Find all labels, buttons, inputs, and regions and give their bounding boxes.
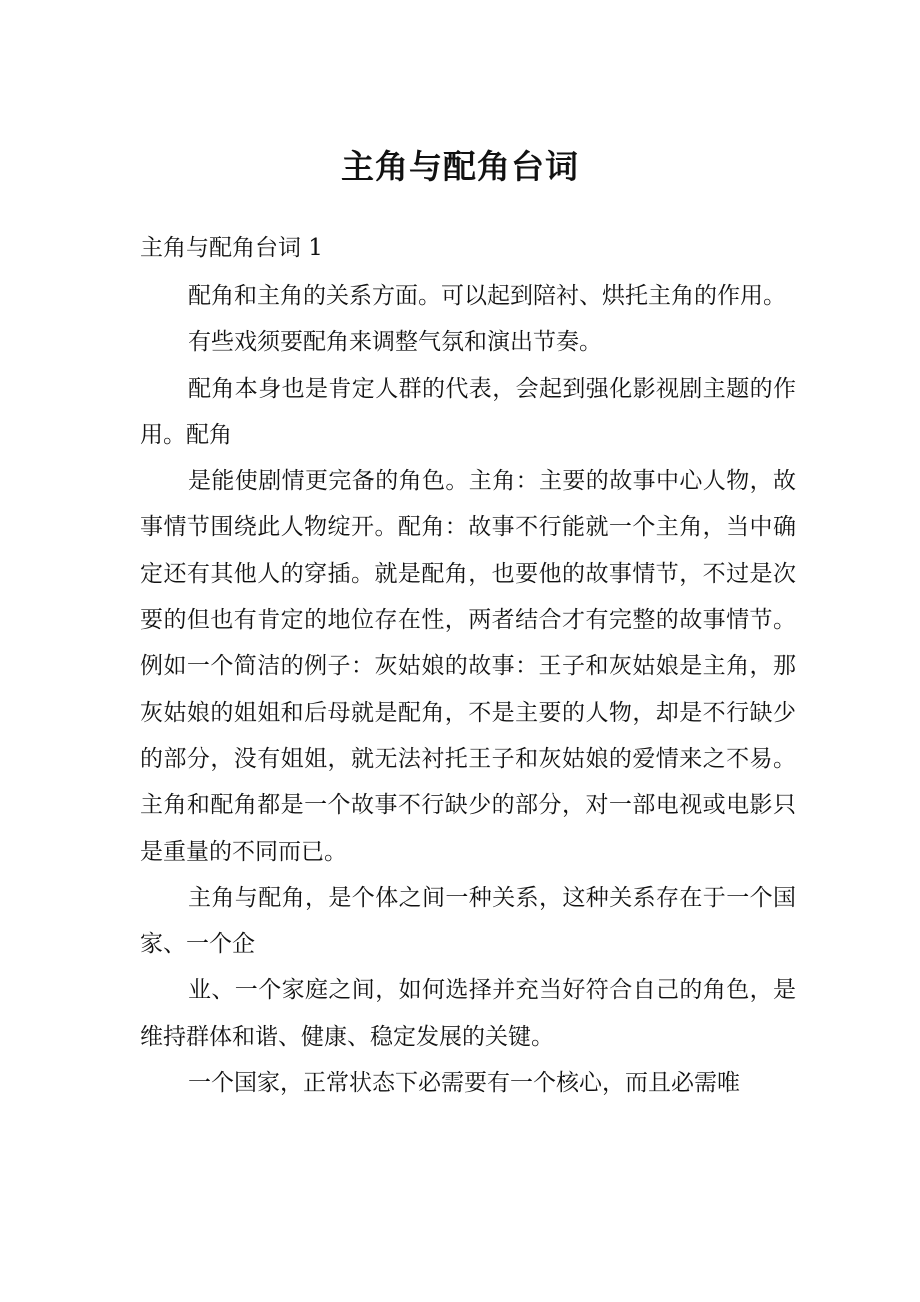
paragraph: 配角和主角的关系方面。可以起到陪衬、烘托主角的作用。: [188, 283, 786, 309]
document-body: [140, 273, 796, 1106]
section-heading: 主角与配角台词 1: [140, 235, 323, 261]
paragraph: 是能使剧情更完备的角色。主角：主要的故事中心人物，故事情节围绕此人物绽开。配角：故事不行能就一个主角，当中确定还有其他人的穿插。就是配角，也要他的故事情节，不过是次要的但也有肯定的地位存在性，两者结合才有完整的故事情节。例如一个简洁的例子：灰姑娘的故事：王子和灰姑娘是主角，那灰姑娘的姐姐和后母就是配角，不是主要的人物，却是不行缺少的部分，没有姐姐，就无法衬托王子和灰姑娘的爱情来之不易。主角和配角都是一个故事不行缺少的部分，对一部电视或电影只是重量的不同而已。: [140, 468, 796, 865]
paragraph: 配角本身也是肯定人群的代表，会起到强化影视剧主题的作用。配角: [140, 375, 796, 448]
paragraph: 业、一个家庭之间，如何选择并充当好符合自己的角色，是维持群体和谐、健康、稳定发展的关键。: [140, 977, 796, 1050]
paragraph: 主角与配角，是个体之间一种关系，这种关系存在于一个国家、一个企: [140, 884, 796, 958]
document-title: 主角与配角台词: [341, 147, 579, 186]
paragraph: 一个国家，正常状态下必需要有一个核心，而且必需唯: [188, 1070, 740, 1097]
paragraph: 有些戏须要配角来调整气氛和演出节奏。: [188, 329, 602, 356]
